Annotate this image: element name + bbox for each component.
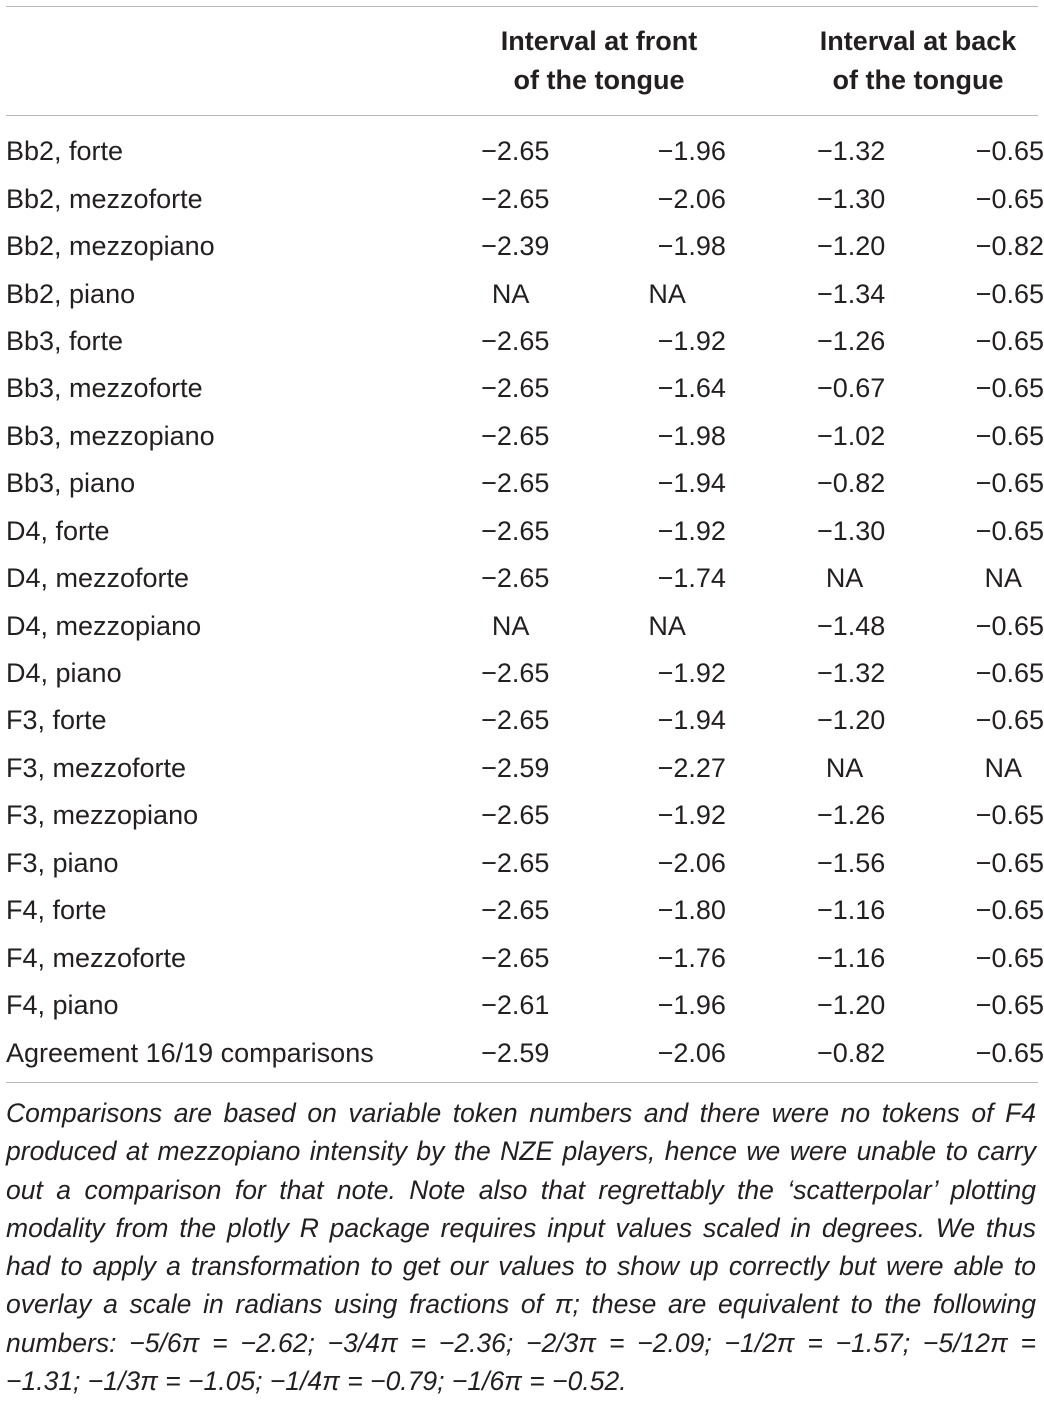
value-cell: −2.65 — [481, 420, 550, 451]
value-cell: −2.65 — [481, 800, 550, 831]
value-cell: −1.94 — [657, 468, 726, 499]
value-cell: −1.20 — [817, 990, 886, 1021]
value-cell: −2.06 — [657, 183, 726, 214]
value-cell: −0.67 — [817, 373, 886, 404]
value-cell: −0.65 — [975, 325, 1044, 356]
value-cell: −0.65 — [975, 468, 1044, 499]
row-label: Bb2, forte — [6, 136, 124, 167]
row-label: Bb3, mezzoforte — [6, 373, 203, 404]
row-label: Bb2, piano — [6, 278, 136, 309]
value-cell: −2.61 — [481, 990, 550, 1021]
row-label: D4, piano — [6, 658, 122, 689]
table-row — [6, 840, 1044, 887]
table-row — [6, 697, 1044, 744]
value-cell: −1.98 — [657, 231, 726, 262]
value-cell: −0.65 — [975, 278, 1044, 309]
value-cell: −1.30 — [817, 515, 886, 546]
value-cell: −1.56 — [817, 847, 886, 878]
row-label: Agreement 16/19 comparisons — [6, 1037, 374, 1068]
table-row — [6, 270, 1044, 317]
value-cell: −1.76 — [657, 942, 726, 973]
value-cell: −1.30 — [817, 183, 886, 214]
value-cell: −0.65 — [975, 895, 1044, 926]
table-body — [6, 128, 1044, 1077]
row-label: F4, mezzoforte — [6, 942, 187, 973]
table-row — [6, 365, 1044, 412]
value-cell: −0.65 — [975, 705, 1044, 736]
value-cell: −1.96 — [657, 990, 726, 1021]
value-cell: −1.02 — [817, 420, 886, 451]
row-label: Bb3, forte — [6, 325, 124, 356]
value-cell: −1.92 — [657, 325, 726, 356]
value-cell: −0.65 — [975, 658, 1044, 689]
value-cell: −1.20 — [817, 705, 886, 736]
value-cell: −2.65 — [481, 183, 550, 214]
row-label: Bb3, mezzopiano — [6, 420, 215, 451]
value-cell: −0.65 — [975, 136, 1044, 167]
row-label: F3, piano — [6, 847, 119, 878]
value-cell: −1.94 — [657, 705, 726, 736]
row-label: F3, mezzopiano — [6, 800, 199, 831]
row-label: D4, mezzoforte — [6, 563, 190, 594]
value-cell: −2.06 — [657, 1037, 726, 1068]
value-cell: −0.65 — [975, 990, 1044, 1021]
value-cell: NA — [648, 610, 686, 641]
value-cell: −0.65 — [975, 515, 1044, 546]
value-cell: NA — [825, 563, 864, 594]
value-cell: −1.32 — [817, 136, 886, 167]
value-cell: NA — [648, 278, 686, 309]
value-cell: −2.65 — [481, 468, 550, 499]
value-cell: −1.92 — [657, 658, 726, 689]
value-cell: −1.34 — [817, 278, 886, 309]
row-label: Bb2, mezzoforte — [6, 183, 203, 214]
value-cell: −2.65 — [481, 515, 550, 546]
value-cell: −2.27 — [657, 752, 726, 783]
row-label: D4, mezzopiano — [6, 610, 202, 641]
value-cell: −0.65 — [975, 800, 1044, 831]
value-cell: −0.65 — [975, 1037, 1044, 1068]
table-row — [6, 175, 1044, 222]
header-back-line-2: of the tongue — [832, 65, 1004, 95]
table-row — [6, 934, 1044, 981]
value-cell: NA — [984, 563, 1022, 594]
table-row — [6, 555, 1044, 602]
table-row — [6, 223, 1044, 270]
value-cell: −1.48 — [817, 610, 886, 641]
value-cell: −2.59 — [481, 1037, 550, 1068]
row-label: F3, mezzoforte — [6, 752, 187, 783]
value-cell: −1.16 — [817, 895, 886, 926]
value-cell: −1.96 — [657, 136, 726, 167]
interval-table — [6, 128, 1044, 1077]
table-row — [6, 128, 1044, 175]
table-row — [6, 792, 1044, 839]
top-rule — [6, 6, 1038, 7]
value-cell: NA — [825, 752, 864, 783]
value-cell: NA — [491, 610, 530, 641]
value-cell: −2.65 — [481, 895, 550, 926]
value-cell: −2.65 — [481, 705, 550, 736]
value-cell: −0.65 — [975, 847, 1044, 878]
value-cell: −0.82 — [817, 1037, 886, 1068]
value-cell: −2.65 — [481, 847, 550, 878]
table-footnote: Comparisons are based on variable token numbers and there were no tokens of F4 produced at mezzopiano intensity by the NZE players, hence we were unable to carry out a comparison for that note. Note also that regrettably the ‘scatterpolar’ plotting modality from the plotly R package requires input values scaled in degrees. We thus had to apply a transformation to get our values to show up correctly but were able to overlay a scale in radians using fractions of π; these are equivalent to the following numbers: −5/6π = −2.62; −3/4π = −2.36; −2/3π = −2.09; −1/2π = −1.57; −5/12π = −1.31; −1/3π = −1.05; −1/4π = −0.79; −1/6π = −0.52. — [6, 1098, 1036, 1397]
table-row — [6, 602, 1044, 649]
table-row — [6, 508, 1044, 555]
value-cell: −2.06 — [657, 847, 726, 878]
value-cell: −0.82 — [975, 231, 1044, 262]
value-cell: −2.65 — [481, 136, 550, 167]
value-cell: −1.32 — [817, 658, 886, 689]
header-interval-front — [460, 22, 738, 100]
value-cell: −1.26 — [817, 325, 886, 356]
value-cell: −2.65 — [481, 373, 550, 404]
value-cell: −1.16 — [817, 942, 886, 973]
row-label: F3, forte — [6, 705, 107, 736]
table-row — [6, 650, 1044, 697]
value-cell: −2.65 — [481, 658, 550, 689]
value-cell: −0.65 — [975, 373, 1044, 404]
row-label: Bb2, mezzopiano — [6, 231, 215, 262]
value-cell: −2.65 — [481, 325, 550, 356]
header-interval-back — [790, 22, 1044, 100]
value-cell: NA — [984, 752, 1022, 783]
value-cell: −1.64 — [657, 373, 726, 404]
value-cell: −1.80 — [657, 895, 726, 926]
table-row — [6, 887, 1044, 934]
value-cell: −1.26 — [817, 800, 886, 831]
value-cell: NA — [491, 278, 530, 309]
table-row — [6, 982, 1044, 1029]
header-front-line-1: Interval at front — [500, 26, 698, 56]
value-cell: −2.65 — [481, 942, 550, 973]
header-back-line-1: Interval at back — [819, 26, 1017, 56]
value-cell: −1.20 — [817, 231, 886, 262]
table-row — [6, 413, 1044, 460]
table-row — [6, 318, 1044, 365]
row-label: F4, piano — [6, 990, 119, 1021]
table-row — [6, 1029, 1044, 1076]
row-label: Bb3, piano — [6, 468, 136, 499]
value-cell: −2.39 — [481, 231, 550, 262]
row-label: D4, forte — [6, 515, 110, 546]
value-cell: −2.65 — [481, 563, 550, 594]
value-cell: −1.74 — [657, 563, 726, 594]
value-cell: −2.59 — [481, 752, 550, 783]
value-cell: −0.65 — [975, 610, 1044, 641]
value-cell: −1.92 — [657, 800, 726, 831]
value-cell: −0.65 — [975, 183, 1044, 214]
header-rule — [6, 115, 1038, 116]
header-front-line-2: of the tongue — [513, 65, 685, 95]
value-cell: −0.82 — [817, 468, 886, 499]
table-row — [6, 745, 1044, 792]
table-row — [6, 460, 1044, 507]
value-cell: −0.65 — [975, 420, 1044, 451]
value-cell: −1.98 — [657, 420, 726, 451]
value-cell: −1.92 — [657, 515, 726, 546]
bottom-rule — [6, 1082, 1038, 1083]
value-cell: −0.65 — [975, 942, 1044, 973]
row-label: F4, forte — [6, 895, 107, 926]
